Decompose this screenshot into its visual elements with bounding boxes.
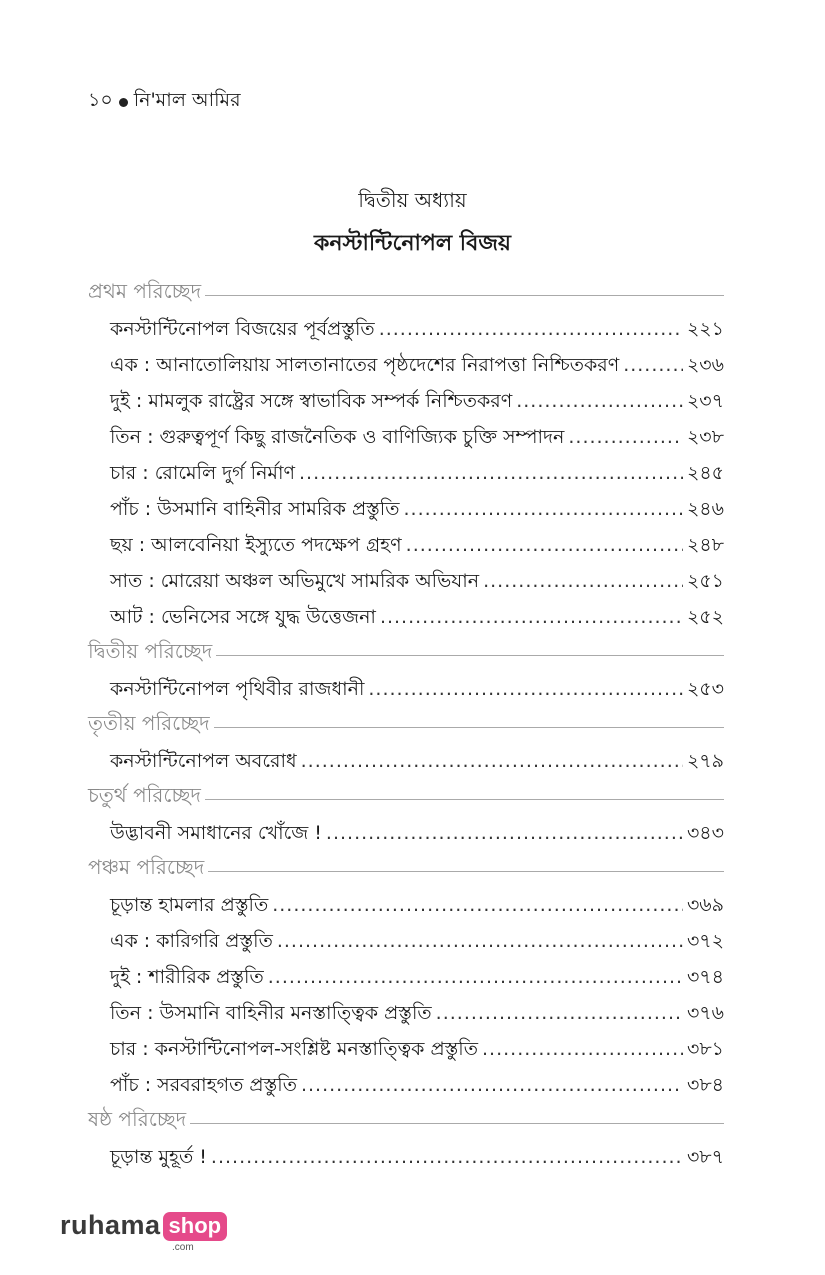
toc-entry: [88, 923, 724, 959]
toc-entry: [88, 455, 724, 491]
toc-entry-title: এক : কারিগরি প্রস্তুতি: [110, 930, 273, 952]
section-heading-text: ষষ্ঠ পরিচ্ছেদ: [88, 1106, 187, 1131]
section-rule: [205, 295, 724, 296]
section-rule: [214, 727, 724, 728]
toc-entry: [88, 599, 724, 635]
logo-shop-badge: shop: [163, 1212, 228, 1241]
toc-entry-page: ২৩৮: [686, 426, 724, 448]
toc-entry-title: আট : ভেনিসের সঙ্গে যুদ্ধ উত্তেজনা: [110, 606, 376, 628]
toc-entry: [88, 1139, 724, 1175]
toc-entry-title: পাঁচ : উসমানি বাহিনীর সামরিক প্রস্তুতি: [110, 498, 400, 520]
dot-leader: [299, 455, 683, 491]
section-heading-text: চতুর্থ পরিচ্ছেদ: [88, 782, 201, 807]
toc-entry-page: ২৩৭: [686, 390, 724, 412]
table-of-contents: [88, 275, 724, 1175]
toc-entry-title: কনস্টান্টিনোপল বিজয়ের পূর্বপ্রস্তুতি: [110, 318, 375, 340]
dot-leader: [326, 815, 683, 851]
running-header: [88, 86, 241, 118]
toc-entry: [88, 1031, 724, 1067]
toc-entry-title: পাঁচ : সরবরাহগত প্রস্তুতি: [110, 1074, 297, 1096]
toc-entry-page: ২৪৬: [686, 498, 724, 520]
section-heading: [88, 1103, 724, 1139]
toc-entry: [88, 491, 724, 527]
toc-entry: [88, 419, 724, 455]
toc-entry-title: তিন : উসমানি বাহিনীর মনস্তাত্ত্বিক প্রস্তুতি: [110, 1002, 432, 1024]
toc-entry-page: ৩৪৩: [686, 822, 724, 844]
toc-entry-page: ৩৭২: [686, 930, 724, 952]
dot-leader: [368, 671, 683, 707]
toc-entry: [88, 959, 724, 995]
toc-entry: [88, 527, 724, 563]
toc-entry-title: এক : আনাতোলিয়ায় সালতানাতের পৃষ্ঠদেশের নিরাপত্তা নিশ্চিতকরণ: [110, 354, 620, 376]
toc-entry-page: ৩৮৪: [686, 1074, 724, 1096]
logo-word: ruhama: [60, 1210, 161, 1240]
toc-entry-page: ৩৭৪: [686, 966, 724, 988]
dot-leader: [436, 995, 683, 1031]
page-number: ১০: [88, 89, 113, 111]
toc-entry-title: উদ্ভাবনী সমাধানের খোঁজে !: [110, 822, 322, 844]
toc-entry-page: ৩৬৯: [686, 894, 724, 916]
dot-leader: [482, 1031, 683, 1067]
toc-entry-page: ২৪৮: [686, 534, 724, 556]
toc-entry-title: তিন : গুরুত্বপূর্ণ কিছু রাজনৈতিক ও বাণিজ্যিক চুক্তি সম্পাদন: [110, 426, 565, 448]
toc-entry-title: চূড়ান্ত মুহূর্ত !: [110, 1146, 207, 1168]
publisher-logo: [60, 1210, 227, 1253]
section-heading: [88, 779, 724, 815]
toc-entry: [88, 671, 724, 707]
section-heading: [88, 707, 724, 743]
toc-entry-title: দুই : মামলুক রাষ্ট্রের সঙ্গে স্বাভাবিক সম্পর্ক নিশ্চিতকরণ: [110, 390, 513, 412]
section-rule: [208, 871, 724, 872]
toc-entry: [88, 347, 724, 383]
toc-entry-title: সাত : মোরেয়া অঞ্চল অভিমুখে সামরিক অভিযান: [110, 570, 480, 592]
toc-entry: [88, 563, 724, 599]
section-rule: [205, 799, 724, 800]
toc-entry-title: কনস্টান্টিনোপল পৃথিবীর রাজধানী: [110, 678, 365, 700]
toc-entry: [88, 815, 724, 851]
section-heading: [88, 275, 724, 311]
toc-entry-title: কনস্টান্টিনোপল অবরোধ: [110, 750, 297, 772]
toc-entry: [88, 743, 724, 779]
toc-entry-title: চার : কনস্টান্টিনোপল-সংশ্লিষ্ট মনস্তাত্ত্বিক প্রস্তুতি: [110, 1038, 478, 1060]
dot-leader: [268, 959, 683, 995]
toc-entry-page: ২৩৬: [686, 354, 724, 376]
bullet-dot-icon: [119, 98, 128, 107]
dot-leader: [211, 1139, 683, 1175]
dot-leader: [516, 383, 683, 419]
toc-entry-page: ২৫২: [686, 606, 724, 628]
toc-entry-page: ২৫৩: [686, 678, 724, 700]
section-heading: [88, 635, 724, 671]
section-heading-text: পঞ্চম পরিচ্ছেদ: [88, 854, 205, 879]
toc-entry-title: দুই : শারীরিক প্রস্তুতি: [110, 966, 264, 988]
section-heading: [88, 851, 724, 887]
toc-entry-page: ২৪৫: [686, 462, 724, 484]
dot-leader: [406, 527, 683, 563]
toc-entry-page: ৩৮১: [686, 1038, 724, 1060]
dot-leader: [380, 599, 683, 635]
chapter-label: দ্বিতীয় অধ্যায়: [358, 188, 467, 212]
toc-entry-title: চূড়ান্ত হামলার প্রস্তুতি: [110, 894, 269, 916]
toc-entry-page: ২৫১: [686, 570, 724, 592]
dot-leader: [301, 743, 683, 779]
dot-leader: [379, 311, 683, 347]
toc-entry: [88, 995, 724, 1031]
section-heading-text: প্রথম পরিচ্ছেদ: [88, 278, 202, 303]
dot-leader: [277, 923, 683, 959]
dot-leader: [272, 887, 683, 923]
toc-entry: [88, 887, 724, 923]
toc-entry-page: ২৭৯: [686, 750, 724, 772]
section-heading-text: তৃতীয় পরিচ্ছেদ: [88, 710, 210, 735]
toc-entry-title: চার : রোমেলি দুর্গ নির্মাণ: [110, 462, 295, 484]
section-rule: [216, 655, 724, 656]
dot-leader: [483, 563, 683, 599]
toc-entry-page: ২২১: [686, 318, 724, 340]
book-title: নি'মাল আমির: [133, 89, 241, 111]
dot-leader: [404, 491, 683, 527]
toc-entry: [88, 311, 724, 347]
toc-entry-page: ৩৮৭: [686, 1146, 724, 1168]
toc-entry: [88, 1067, 724, 1103]
chapter-title: কনস্টান্টিনোপল বিজয়: [314, 231, 511, 256]
toc-entry: [88, 383, 724, 419]
section-rule: [190, 1123, 724, 1124]
toc-entry-title: ছয় : আলবেনিয়া ইস্যুতে পদক্ষেপ গ্রহণ: [110, 534, 402, 556]
dot-leader: [623, 347, 683, 383]
section-heading-text: দ্বিতীয় পরিচ্ছেদ: [88, 638, 213, 663]
dot-leader: [568, 419, 683, 455]
logo-domain: .com: [172, 1242, 194, 1253]
toc-entry-page: ৩৭৬: [686, 1002, 724, 1024]
dot-leader: [301, 1067, 683, 1103]
